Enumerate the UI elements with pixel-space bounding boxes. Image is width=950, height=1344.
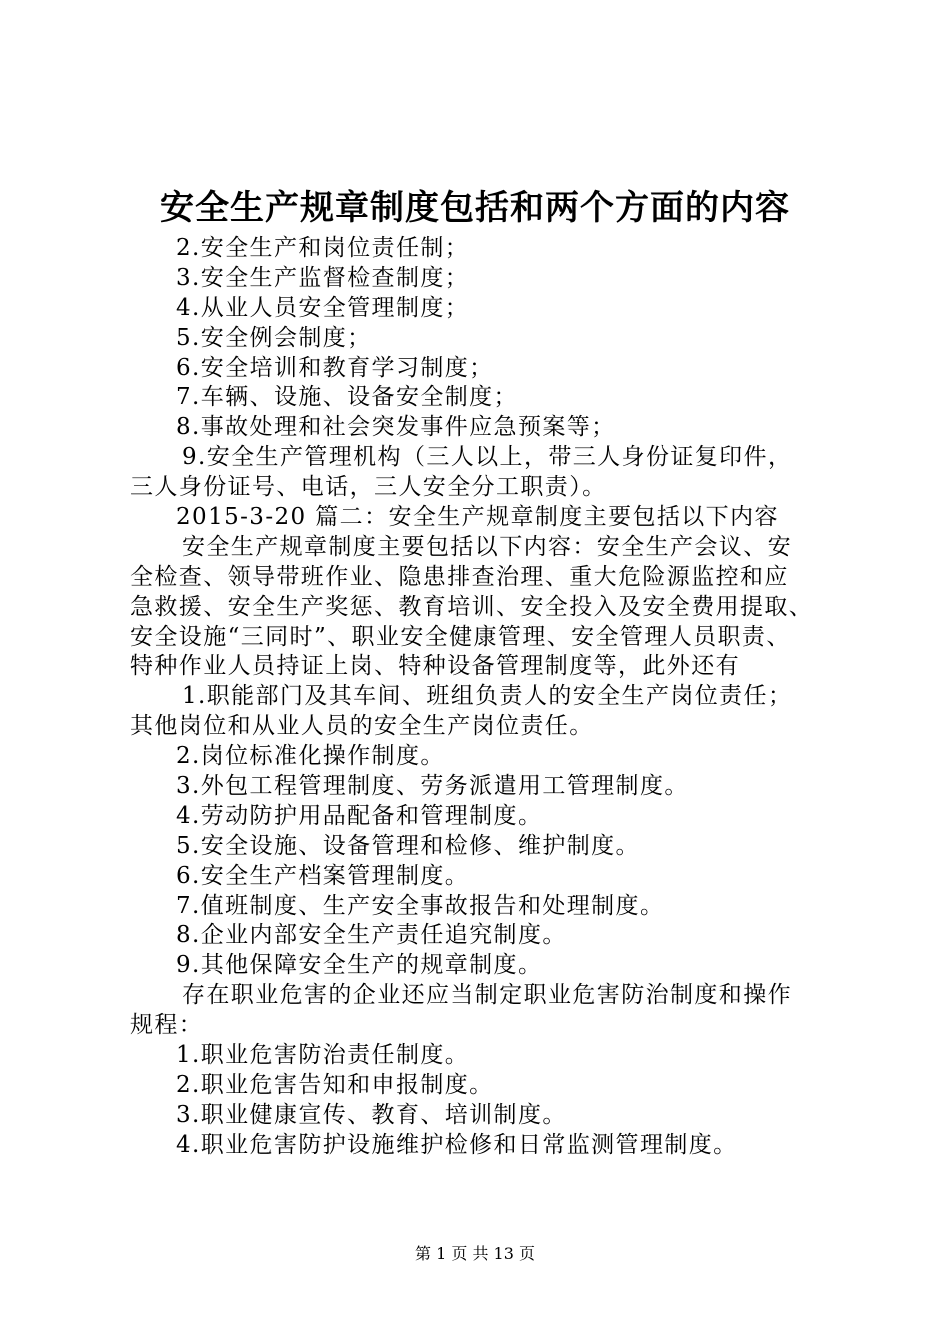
body-line: 8.事故处理和社会突发事件应急预案等；	[176, 414, 616, 441]
body-line: 安全设施“三同时”、职业安全健康管理、安全管理人员职责、	[130, 623, 791, 650]
body-line: 急救援、安全生产奖惩、教育培训、安全投入及安全费用提取、	[130, 593, 814, 620]
body-line: 5.安全设施、设备管理和检修、维护制度。	[176, 832, 640, 859]
body-line: 9.其他保障安全生产的规章制度。	[176, 952, 543, 979]
body-line: 5.安全例会制度；	[176, 324, 372, 351]
body-line: 7.值班制度、生产安全事故报告和处理制度。	[176, 892, 665, 919]
document-title: 安全生产规章制度包括和两个方面的内容	[160, 188, 790, 228]
body-line: 其他岗位和从业人员的安全生产岗位责任。	[130, 713, 594, 740]
document-body	[130, 234, 830, 1161]
body-line: 3.安全生产监督检查制度；	[176, 264, 470, 291]
body-line: 3.职业健康宣传、教育、培训制度。	[176, 1101, 567, 1128]
body-line: 三人身份证号、电话，三人安全分工职责）。	[130, 474, 607, 501]
body-line: 8.企业内部安全生产责任追究制度。	[176, 922, 567, 949]
body-line: 1.职业危害防治责任制度。	[176, 1042, 470, 1069]
body-line: 4.职业危害防护设施维护检修和日常监测管理制度。	[176, 1131, 738, 1158]
body-line: 2.安全生产和岗位责任制；	[176, 235, 470, 261]
page-number: 第 1 页 共 13 页	[415, 1244, 535, 1263]
body-line: 7.车辆、设施、设备安全制度；	[176, 384, 518, 411]
body-line: 特种作业人员持证上岗、特种设备管理制度等，此外还有	[130, 653, 740, 680]
body-line: 9.安全生产管理机构（三人以上，带三人身份证复印件，	[182, 444, 793, 471]
body-line: 4.从业人员安全管理制度；	[176, 294, 470, 321]
body-line: 2.职业危害告知和申报制度。	[176, 1071, 494, 1098]
body-line: 6.安全培训和教育学习制度；	[176, 354, 494, 381]
body-line: 3.外包工程管理制度、劳务派遣用工管理制度。	[176, 773, 689, 800]
body-line: 全检查、领导带班作业、隐患排查治理、重大危险源监控和应	[130, 563, 789, 590]
body-line: 1.职能部门及其车间、班组负责人的安全生产岗位责任；	[182, 683, 793, 710]
body-line: 4.劳动防护用品配备和管理制度。	[176, 802, 543, 829]
body-line: 规程：	[130, 1012, 204, 1039]
body-line: 6.安全生产档案管理制度。	[176, 862, 470, 889]
body-line: 安全生产规章制度主要包括以下内容：安全生产会议、安	[182, 533, 792, 560]
body-line: 2.岗位标准化操作制度。	[176, 743, 445, 770]
body-line: 存在职业危害的企业还应当制定职业危害防治制度和操作	[182, 982, 792, 1009]
body-line: 2015-3-20 篇二：安全生产规章制度主要包括以下内容	[176, 504, 779, 531]
